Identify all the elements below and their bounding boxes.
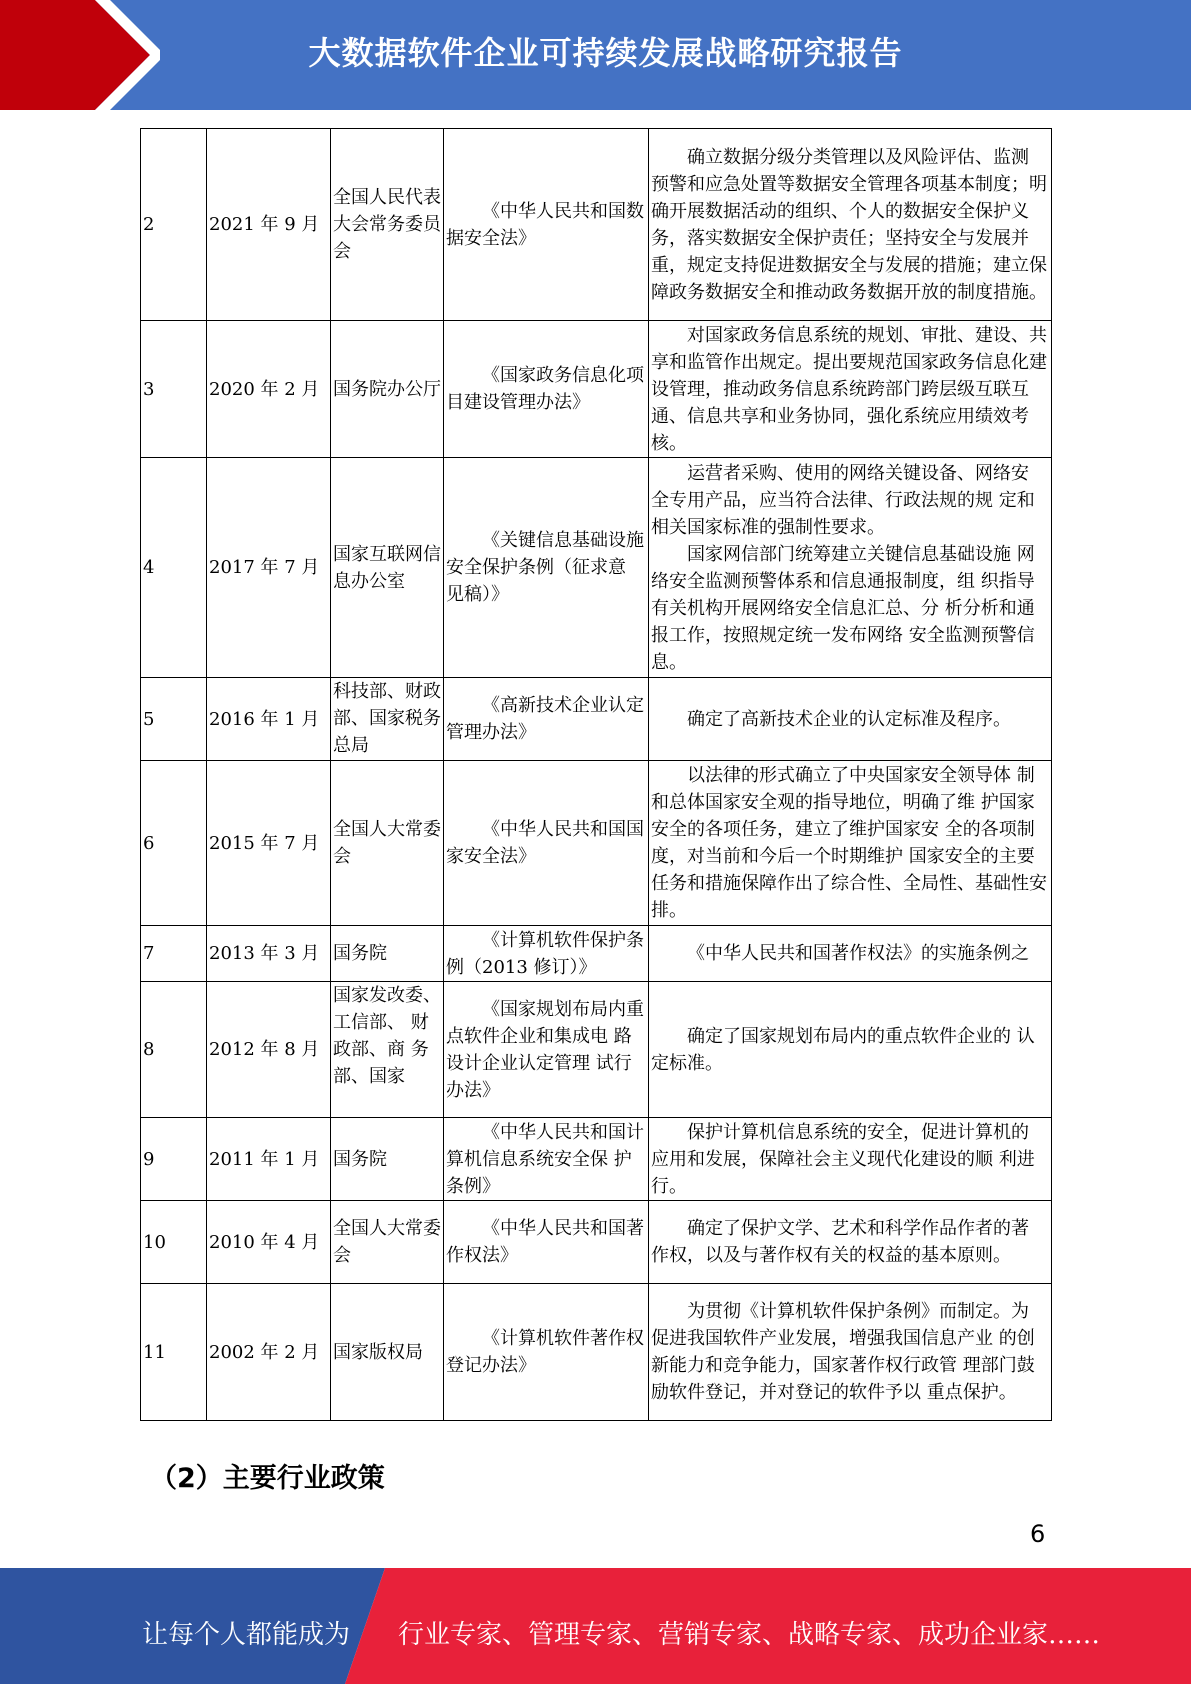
row-date: 2020 年 2 月	[207, 321, 331, 458]
row-content: 《中华人民共和国著作权法》的实施条例之	[649, 926, 1052, 982]
row-issuer	[331, 678, 444, 761]
row-law: 《中华人民共和国计 算机信息系统安全保 护条例》	[444, 1118, 649, 1201]
row-law: 《国家政务信息化项 目建设管理办法》	[444, 321, 649, 458]
row-content	[649, 458, 1052, 678]
issuer-text: 国家发改委、工信部、 财政部、商 务部、国家	[333, 985, 441, 1087]
row-date: 2011 年 1 月	[207, 1118, 331, 1201]
row-number: 6	[141, 761, 207, 926]
table-row	[141, 129, 1052, 321]
row-content: 确定了国家规划布局内的重点软件企业的 认定标准。	[649, 982, 1052, 1118]
row-date: 2010 年 4 月	[207, 1201, 331, 1284]
row-law: 《中华人民共和国数 据安全法》	[444, 129, 649, 321]
report-title: 大数据软件企业可持续发展战略研究报告	[308, 34, 903, 72]
row-date: 2017 年 7 月	[207, 458, 331, 678]
policy-table	[140, 128, 1052, 1421]
table-row	[141, 321, 1052, 458]
section-heading: （2）主要行业政策	[150, 1463, 385, 1494]
row-issuer	[331, 982, 444, 1118]
row-content: 对国家政务信息系统的规划、审批、建设、共享和监管作出规定。提出要规范国家政务信息化建设管理，推动政务信息系统跨部门跨层级互联互通、信息共享和业务协同，强化系统应用绩效考核。	[649, 321, 1052, 458]
row-number: 5	[141, 678, 207, 761]
row-date: 2013 年 3 月	[207, 926, 331, 982]
row-number: 2	[141, 129, 207, 321]
footer-slogan-left: 让每个人都能成为	[142, 1620, 351, 1650]
row-content: 确定了高新技术企业的认定标准及程序。	[649, 678, 1052, 761]
content-paragraph: 国家网信部门统筹建立关键信息基础设施 网络安全监测预警体系和信息通报制度，组 织指导有关机构开展网络安全信息汇总、分 析分析和通报工作，按照规定统一发布网络 安全监测预警信息。	[651, 543, 1035, 673]
row-issuer: 全国人大常委会	[331, 1201, 444, 1284]
content-paragraph: 运营者采购、使用的网络关键设备、网络安 全专用产品，应当符合法律、行政法规的规 定和相关国家标准的强制性要求。	[651, 462, 1035, 538]
row-issuer: 国务院	[331, 1118, 444, 1201]
row-number: 9	[141, 1118, 207, 1201]
table-row	[141, 926, 1052, 982]
row-issuer: 国务院办公厅	[331, 321, 444, 458]
row-law: 《中华人民共和国著 作权法》	[444, 1201, 649, 1284]
row-law: 《计算机软件保护条 例（2013 修订）》	[444, 926, 649, 982]
footer-slogan-right: 行业专家、管理专家、营销专家、战略专家、成功企业家……	[398, 1620, 1101, 1650]
row-number: 11	[141, 1284, 207, 1421]
row-issuer: 全国人民代表大会常务委员会	[331, 129, 444, 321]
row-content: 为贯彻《计算机软件保护条例》而制定。为 促进我国软件产业发展，增强我国信息产业 的创新能力和竞争能力，国家著作权行政管 理部门鼓励软件登记，并对登记的软件予以 重点保护。	[649, 1284, 1052, 1421]
table-row	[141, 1118, 1052, 1201]
issuer-text: 科技部、财政部、国家税务总局	[333, 681, 441, 756]
row-law: 《关键信息基础设施 安全保护条例（征求意 见稿）》	[444, 458, 649, 678]
row-issuer: 国家版权局	[331, 1284, 444, 1421]
row-date: 2002 年 2 月	[207, 1284, 331, 1421]
row-law: 《高新技术企业认定 管理办法》	[444, 678, 649, 761]
row-law: 《计算机软件著作权 登记办法》	[444, 1284, 649, 1421]
row-content: 以法律的形式确立了中央国家安全领导体 制和总体国家安全观的指导地位，明确了维 护国家安全的各项任务，建立了维护国家安 全的各项制度，对当前和今后一个时期维护 国家安全的主要任务和措施保障作出了综合性、全局性、基础性安排。	[649, 761, 1052, 926]
row-content: 保护计算机信息系统的安全，促进计算机的 应用和发展，保障社会主义现代化建设的顺 利进行。	[649, 1118, 1052, 1201]
page-number: 6	[1030, 1520, 1046, 1548]
row-number: 10	[141, 1201, 207, 1284]
row-date: 2012 年 8 月	[207, 982, 331, 1118]
table-row	[141, 458, 1052, 678]
table-row	[141, 678, 1052, 761]
row-number: 3	[141, 321, 207, 458]
table-row	[141, 761, 1052, 926]
row-content: 确定了保护文学、艺术和科学作品作者的著 作权，以及与著作权有关的权益的基本原则。	[649, 1201, 1052, 1284]
row-issuer: 全国人大常委会	[331, 761, 444, 926]
row-date: 2021 年 9 月	[207, 129, 331, 321]
row-number: 7	[141, 926, 207, 982]
row-number: 8	[141, 982, 207, 1118]
row-issuer: 国务院	[331, 926, 444, 982]
row-date: 2015 年 7 月	[207, 761, 331, 926]
row-issuer: 国家互联网信息办公室	[331, 458, 444, 678]
table-row	[141, 1201, 1052, 1284]
row-content: 确立数据分级分类管理以及风险评估、监测 预警和应急处置等数据安全管理各项基本制度；明确开展数据活动的组织、个人的数据安全保护义务，落实数据安全保护责任；坚持安全与发展并重，规定支持促进数据安全与发展的措施；建立保障政务数据安全和推动政务数据开放的制度措施。	[649, 129, 1052, 321]
page-header	[0, 0, 1191, 110]
row-law: 《国家规划布局内重 点软件企业和集成电 路设计企业认定管理 试行办法》	[444, 982, 649, 1118]
row-law: 《中华人民共和国国 家安全法》	[444, 761, 649, 926]
row-date: 2016 年 1 月	[207, 678, 331, 761]
row-number: 4	[141, 458, 207, 678]
table-row	[141, 1284, 1052, 1421]
table-row	[141, 982, 1052, 1118]
